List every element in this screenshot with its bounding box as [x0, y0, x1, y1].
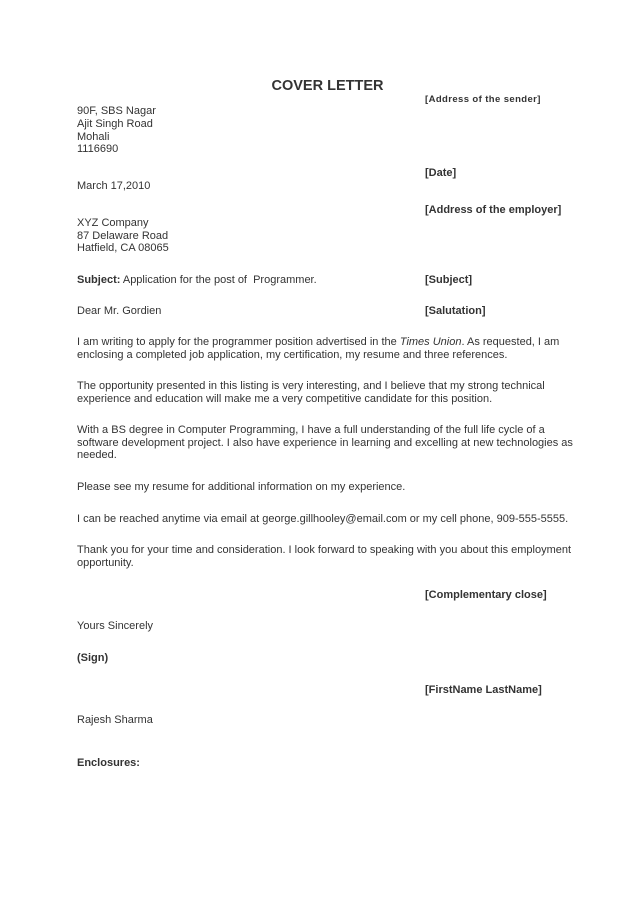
signer-name: Rajesh Sharma [77, 714, 153, 726]
sender-address-line: 90F, SBS Nagar [77, 105, 156, 117]
subject-text: Application for the post of Programmer. [120, 274, 317, 286]
label-date: [Date] [425, 167, 457, 179]
paragraph-4: Please see my resume for additional information on my experience. [77, 481, 406, 493]
text: I am writing to apply for the programmer position advertised in the [77, 336, 400, 348]
sender-address-line: 1116690 [77, 143, 119, 155]
page-title: COVER LETTER [271, 78, 384, 94]
employer-address-line: XYZ Company [77, 217, 149, 229]
newspaper-name: Times Union [399, 336, 462, 348]
label-salutation: [Salutation] [425, 305, 486, 317]
sign: (Sign) [77, 652, 109, 664]
paragraph-5: I can be reached anytime via email at george.gillhooley@email.com or my cell phone, 909-555-5555. [77, 513, 569, 525]
paragraph-3-line: software development project. I also have experience in learning and excelling at new technologies as [77, 437, 573, 449]
paragraph-1-line: enclosing a completed job application, my certification, my resume and three references. [77, 349, 508, 361]
text: . As requested, I am [461, 336, 560, 348]
paragraph-2-line: experience and education will make me a very competitive candidate for this position. [77, 393, 493, 405]
paragraph-3-line: needed. [77, 449, 117, 461]
paragraph-2-line: The opportunity presented in this listing is very interesting, and I believe that my strong technical [77, 380, 545, 392]
closing: Yours Sincerely [77, 620, 154, 632]
sender-address-line: Mohali [77, 131, 110, 143]
employer-address-line: 87 Delaware Road [77, 230, 169, 242]
paragraph-1-line [77, 335, 559, 349]
label-close: [Complementary close] [425, 589, 547, 601]
paragraph-3-line: With a BS degree in Computer Programming, I have a full understanding of the full life cycle of a [77, 424, 545, 436]
employer-address-line: Hatfield, CA 08065 [77, 242, 169, 254]
enclosures: Enclosures: [77, 757, 140, 769]
label-subject: [Subject] [425, 274, 473, 286]
sender-address-line: Ajit Singh Road [77, 118, 153, 130]
salutation: Dear Mr. Gordien [77, 305, 162, 317]
label-employer: [Address of the employer] [425, 204, 562, 216]
letter-date: March 17,2010 [77, 180, 151, 192]
paragraph-6-line: Thank you for your time and consideration. I look forward to speaking with you about this employment [77, 544, 572, 556]
subject-line [77, 273, 317, 287]
label-sender: [Address of the sender] [425, 94, 541, 105]
subject-label: Subject: [77, 274, 121, 286]
paragraph-6-line: opportunity. [77, 557, 134, 569]
label-name: [FirstName LastName] [425, 684, 542, 696]
